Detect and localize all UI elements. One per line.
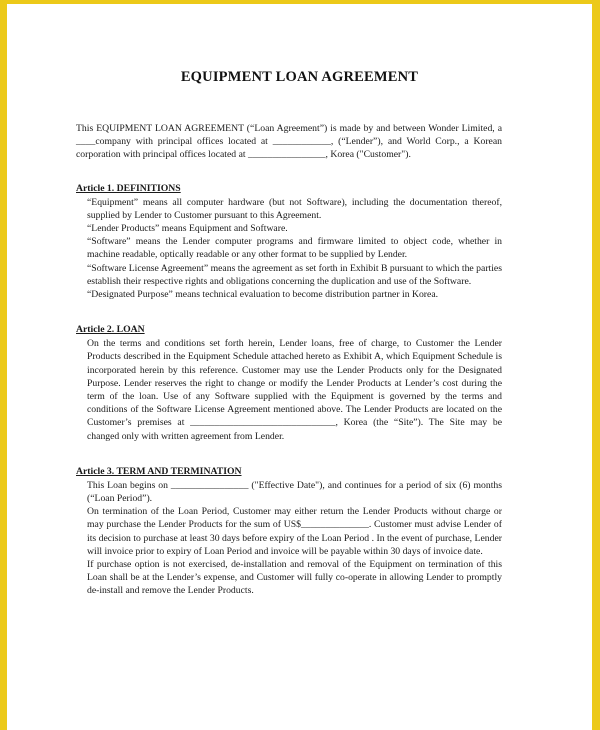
term-paragraph: If purchase option is not exercised, de-installation and removal of the Equipment on termination of this Loan shall be at the Lender’s expense, and Customer will fully co-operate in allowing Lender to promptly de-install and remove the Lender Products. (87, 559, 502, 597)
article-body (76, 337, 502, 443)
preamble-text: This EQUIPMENT LOAN AGREEMENT (“Loan Agreement”) is made by and between Wonder Limited, a ____company with principal offices located at ____________, (“Lender”), and World Corp., a Korean corporation with principal offices located at ________________, Korea ("Customer"). (76, 123, 502, 161)
article-heading: Article 3. TERM AND TERMINATION (76, 465, 242, 477)
article-body (76, 196, 502, 302)
definition-paragraph: “Designated Purpose” means technical evaluation to become distribution partner in Korea. (87, 289, 439, 301)
preamble (76, 122, 502, 162)
loan-paragraph: On the terms and conditions set forth herein, Lender loans, free of charge, to Customer the Lender Products described in the Equipment Schedule attached hereto as Exhibit A, which Equipment Schedule is incorporated herein by this reference. Customer may use the Lender Products only for the Designated Purpose. Lender reserves the right to change or modify the Lender Products at Lender’s cost during the term of the loan. Use of any Software supplied with the Equipment is governed by the terms and conditions of the Software License Agreement mentioned above. The Lender Products are located on the Customer’s premises at ______________________________, Korea (the “Site”). The Site may be changed only with written agreement from Lender. (87, 338, 502, 442)
term-paragraph: This Loan begins on ________________ ("Effective Date"), and continues for a period of six (6) months (“Loan Period”). (87, 479, 502, 505)
article-loan (76, 323, 502, 443)
article-heading: Article 1. DEFINITIONS (76, 182, 181, 194)
document-body (76, 122, 502, 620)
definition-paragraph: “Lender Products” means Equipment and Software. (87, 223, 288, 235)
definition-paragraph: “Equipment” means all computer hardware (but not Software), including the documentation thereof, supplied by Lender to Customer pursuant to this Agreement. (87, 196, 502, 221)
article-term-termination (76, 465, 502, 598)
definition-paragraph: “Software” means the Lender computer programs and firmware limited to object code, whether in machine readable, optically readable or any other format to be supplied by Lender. (87, 236, 502, 261)
document-title: EQUIPMENT LOAN AGREEMENT (180, 69, 419, 85)
definition-paragraph: “Software License Agreement” means the agreement as set forth in Exhibit B pursuant to which the parties establish their respective rights and obligations concerning the duplication and use of the Software. (87, 262, 502, 287)
article-body (76, 479, 502, 598)
article-heading: Article 2. LOAN (76, 324, 145, 336)
document-page (7, 4, 592, 730)
term-paragraph: On termination of the Loan Period, Customer may either return the Lender Products without charge or may purchase the Lender Products for the sum of US$______________. Customer must advise Lender of its decision to purchase at least 30 days before expiry of the Loan Period . In the event of purchase, Lender will invoice prior to expiry of Loan Period and invoice will be payable within 30 days of invoice date. (87, 506, 502, 557)
article-definitions (76, 182, 502, 302)
